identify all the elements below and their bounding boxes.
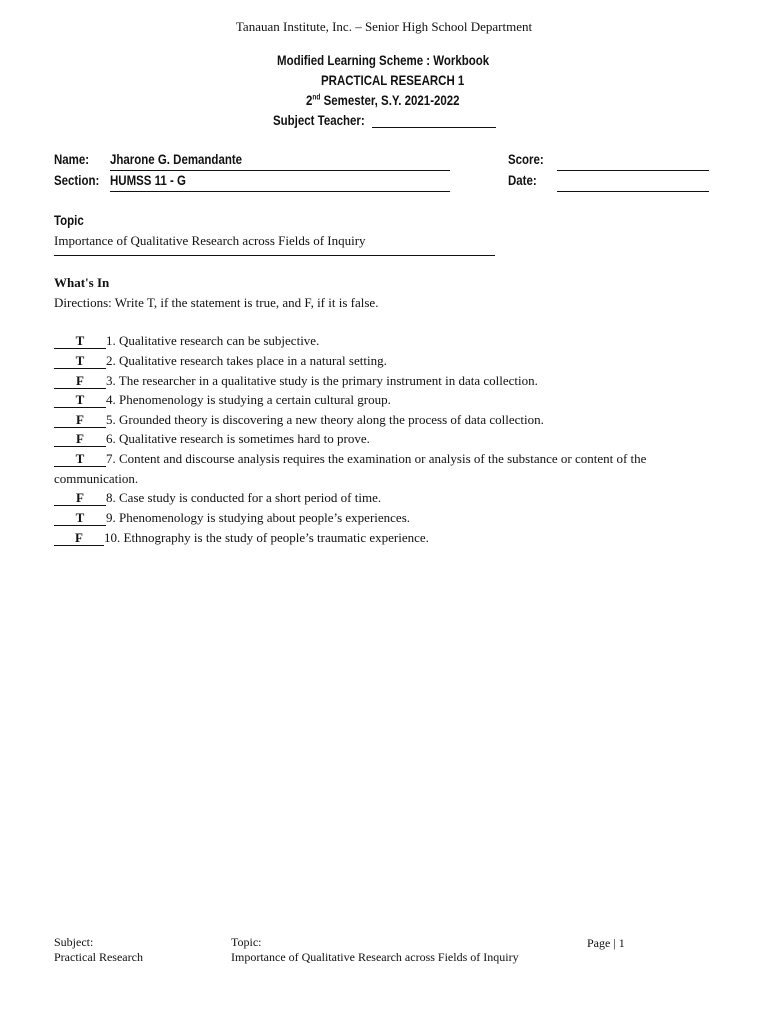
- semester-line: [306, 92, 460, 108]
- answer-blank[interactable]: F: [54, 431, 106, 447]
- list-item: [54, 412, 544, 428]
- statement-text: 3. The researcher in a qualitative study is the primary instrument in data collection.: [106, 373, 538, 388]
- name-label-wrap: [54, 151, 97, 167]
- answer-blank[interactable]: F: [54, 530, 104, 546]
- footer-subject: [54, 935, 143, 965]
- section-label: Section:: [54, 172, 100, 188]
- semester-line-wrap: [306, 92, 493, 108]
- section-value: HUMSS 11 - G: [110, 172, 186, 188]
- answer-blank[interactable]: T: [54, 392, 106, 408]
- score-field[interactable]: [557, 151, 709, 171]
- scheme-title-wrap: [277, 52, 536, 68]
- statement-text: 1. Qualitative research can be subjective.: [106, 333, 320, 348]
- statement-text: 7. Content and discourse analysis requires the examination or analysis of the substance or content of the: [106, 451, 647, 466]
- page-number: Page | 1: [587, 936, 625, 950]
- date-label-wrap: [508, 172, 543, 188]
- topic-label: Topic: [54, 212, 84, 228]
- answer-blank[interactable]: T: [54, 333, 106, 349]
- statement-text: 6. Qualitative research is sometimes hard to prove.: [106, 431, 370, 446]
- semester-text: Semester, S.Y. 2021-2022: [320, 92, 460, 108]
- section-field[interactable]: [110, 172, 450, 192]
- list-item: [54, 373, 538, 389]
- statement-text: 2. Qualitative research takes place in a natural setting.: [106, 353, 387, 368]
- directions-text: Directions: Write T, if the statement is true, and F, if it is false.: [54, 295, 379, 310]
- name-label: Name:: [54, 151, 90, 167]
- answer-blank[interactable]: T: [54, 510, 106, 526]
- answer-blank[interactable]: F: [54, 412, 106, 428]
- footer-topic-label: Topic:: [231, 935, 262, 949]
- subject-title-wrap: [321, 72, 496, 88]
- scheme-title: Modified Learning Scheme : Workbook: [277, 52, 490, 68]
- topic-text: Importance of Qualitative Research across Fields of Inquiry: [54, 233, 495, 256]
- date-label: Date:: [508, 172, 537, 188]
- score-label: Score:: [508, 151, 544, 167]
- subject-teacher-label: Subject Teacher:: [273, 112, 365, 128]
- topic-label-wrap: [54, 212, 90, 228]
- list-item: [54, 353, 387, 369]
- list-item: [54, 510, 410, 526]
- list-item: [54, 333, 319, 349]
- whats-in-heading: What's In: [54, 275, 110, 290]
- answer-blank[interactable]: T: [54, 451, 106, 467]
- institution-header: Tanauan Institute, Inc. – Senior High School Department: [235, 19, 533, 34]
- answer-blank[interactable]: T: [54, 353, 106, 369]
- subject-title: PRACTICAL RESEARCH 1: [321, 72, 465, 88]
- statement-continuation: communication.: [54, 471, 139, 486]
- semester-number: 2: [306, 92, 313, 108]
- answer-blank[interactable]: F: [54, 490, 106, 506]
- name-value: Jharone G. Demandante: [110, 151, 243, 167]
- subject-teacher-field[interactable]: [372, 112, 496, 128]
- statement-text: 8. Case study is conducted for a short period of time.: [106, 490, 382, 505]
- footer-topic: [231, 935, 519, 965]
- statement-text: 4. Phenomenology is studying a certain cultural group.: [106, 392, 391, 407]
- list-item-continuation: [54, 471, 138, 487]
- answer-blank[interactable]: F: [54, 373, 106, 389]
- list-item: [54, 431, 370, 447]
- footer-subject-label: Subject:: [54, 935, 94, 949]
- footer-subject-value: Practical Research: [54, 950, 143, 964]
- list-item: [54, 392, 391, 408]
- list-item: [54, 451, 646, 467]
- list-item: [54, 530, 429, 546]
- date-field[interactable]: [557, 172, 709, 192]
- list-item: [54, 490, 381, 506]
- subject-teacher-wrap: [273, 112, 385, 128]
- statement-text: 10. Ethnography is the study of people’s traumatic experience.: [104, 530, 429, 545]
- statement-text: 9. Phenomenology is studying about people’s experiences.: [106, 510, 411, 525]
- semester-suffix: nd: [312, 92, 321, 102]
- section-label-wrap: [54, 172, 109, 188]
- footer-topic-value: Importance of Qualitative Research across Fields of Inquiry: [231, 950, 519, 964]
- statement-text: 5. Grounded theory is discovering a new theory along the process of data collection.: [106, 412, 544, 427]
- name-field[interactable]: [110, 151, 450, 171]
- score-label-wrap: [508, 151, 552, 167]
